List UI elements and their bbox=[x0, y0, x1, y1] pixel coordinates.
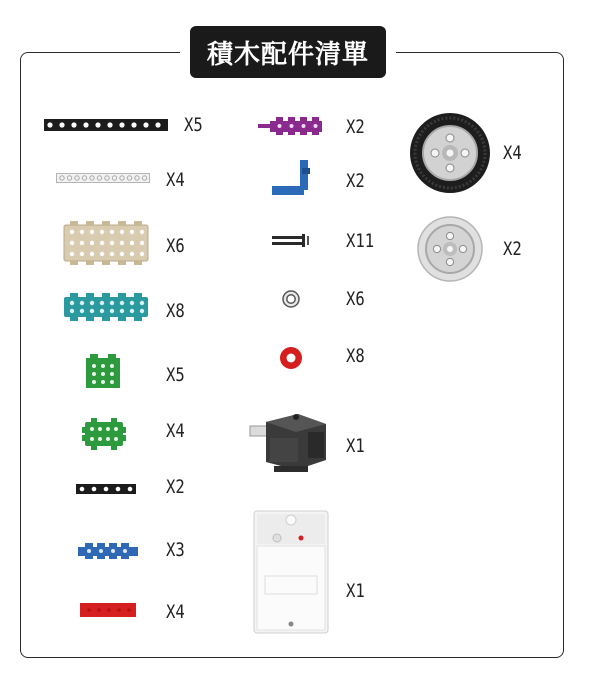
white-beam-icon bbox=[56, 173, 150, 183]
qty-bushing: X6 bbox=[346, 288, 365, 310]
qty-red-beam: X4 bbox=[166, 601, 185, 623]
qty-black-beam-short: X2 bbox=[166, 476, 185, 498]
red-beam-icon bbox=[80, 603, 136, 617]
qty-red-ring: X8 bbox=[346, 345, 365, 367]
qty-blue-bracket: X2 bbox=[346, 170, 365, 192]
qty-tire-wheel: X4 bbox=[503, 142, 522, 164]
qty-battery-box: X1 bbox=[346, 580, 365, 602]
qty-purple-connector: X2 bbox=[346, 116, 365, 138]
teal-plate-icon bbox=[64, 293, 148, 321]
qty-teal-plate: X8 bbox=[166, 300, 185, 322]
blue-bracket-icon bbox=[272, 160, 316, 198]
battery-box-icon bbox=[253, 510, 329, 634]
page-title: 積木配件清單 bbox=[190, 26, 386, 78]
black-beam-long-icon bbox=[44, 119, 168, 131]
green-plate-icon bbox=[82, 418, 126, 450]
qty-blue-connector: X3 bbox=[166, 539, 185, 561]
qty-hub-wheel: X2 bbox=[503, 238, 522, 260]
green-plate-small-icon bbox=[86, 354, 120, 392]
beige-plate-icon bbox=[64, 221, 148, 265]
tire-wheel-icon bbox=[409, 112, 491, 194]
bushing-icon bbox=[282, 290, 300, 308]
hub-wheel-icon bbox=[417, 216, 483, 282]
qty-green-plate-small: X5 bbox=[166, 364, 185, 386]
axle-pin-icon bbox=[272, 234, 312, 248]
qty-axle-pin: X11 bbox=[346, 230, 375, 252]
purple-connector-icon bbox=[258, 116, 326, 136]
qty-green-plate: X4 bbox=[166, 420, 185, 442]
black-beam-short-icon bbox=[76, 484, 136, 494]
red-ring-icon bbox=[279, 346, 303, 370]
qty-motor: X1 bbox=[346, 435, 365, 457]
qty-beige-plate: X6 bbox=[166, 235, 185, 257]
qty-black-beam-long: X5 bbox=[184, 114, 203, 136]
qty-white-beam: X4 bbox=[166, 169, 185, 191]
motor-icon bbox=[250, 404, 328, 476]
blue-connector-icon bbox=[78, 541, 138, 561]
